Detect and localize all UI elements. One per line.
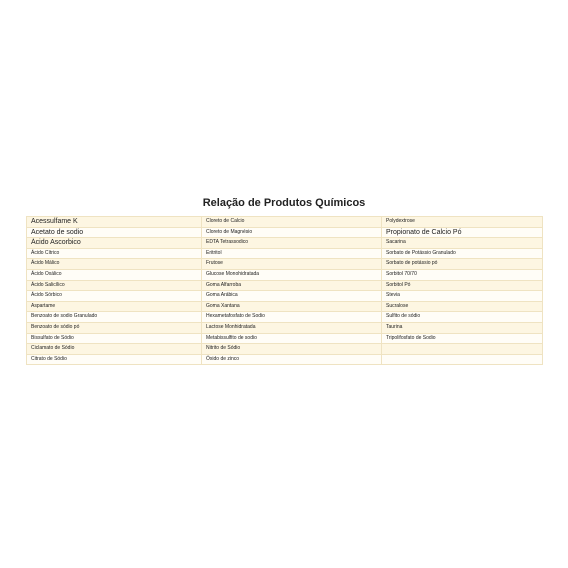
- table-cell: Polydextrose: [382, 217, 543, 228]
- table-cell: Propionato de Calcio Pó: [382, 227, 543, 238]
- table-row: [27, 301, 543, 312]
- table-cell: Hexametafosfato de Sodio: [202, 312, 382, 323]
- table-cell: [382, 344, 543, 355]
- table-cell: Ácido Málico: [27, 259, 202, 270]
- table-cell: Sorbato de potássio pó: [382, 259, 543, 270]
- table-cell: Ácido Sórbico: [27, 291, 202, 302]
- table-cell: Sulfito de sódio: [382, 312, 543, 323]
- table-cell: Taurina: [382, 322, 543, 333]
- table-cell: Sucralose: [382, 301, 543, 312]
- table-cell: Óxido de zinco: [202, 354, 382, 365]
- products-table: [26, 216, 543, 365]
- table-cell: Ácido Salicílico: [27, 280, 202, 291]
- table-row: [27, 217, 543, 228]
- table-row: [27, 322, 543, 333]
- table-cell: Benzoato de sodio Granulado: [27, 312, 202, 323]
- table-cell: Tripolifosfato de Sodio: [382, 333, 543, 344]
- table-row: [27, 344, 543, 355]
- table-cell: Sacarina: [382, 238, 543, 249]
- table-row: [27, 238, 543, 249]
- table-cell: Goma Alfarroba: [202, 280, 382, 291]
- table-cell: Bissulfato de Sódio: [27, 333, 202, 344]
- table-row: [27, 269, 543, 280]
- table-cell: Nitrito de Sódio: [202, 344, 382, 355]
- table-cell: Goma Arábica: [202, 291, 382, 302]
- table-row: [27, 248, 543, 259]
- table-row: [27, 312, 543, 323]
- table-cell: Ácido Cítrico: [27, 248, 202, 259]
- table-cell: Stevia: [382, 291, 543, 302]
- table-cell: Sorbitol Pó: [382, 280, 543, 291]
- table-cell: EDTA Tetrassodico: [202, 238, 382, 249]
- table-cell: Cloreto de Magnésio: [202, 227, 382, 238]
- table-cell: [382, 354, 543, 365]
- page-title: Relação de Produtos Químicos: [202, 197, 366, 209]
- table-cell: Frutose: [202, 259, 382, 270]
- table-row: [27, 259, 543, 270]
- table-row: [27, 280, 543, 291]
- table-cell: Sorbitol 70/70: [382, 269, 543, 280]
- table-cell: Glucose Monohidratada: [202, 269, 382, 280]
- table-cell: Sorbato de Potássio Granulado: [382, 248, 543, 259]
- table-cell: Ácido Ascorbico: [27, 238, 202, 249]
- table-cell: Acetato de sodio: [27, 227, 202, 238]
- table-row: [27, 333, 543, 344]
- table-cell: Acessulfame K: [27, 217, 202, 228]
- table-cell: Goma Xantana: [202, 301, 382, 312]
- table-cell: Cloreto de Calcio: [202, 217, 382, 228]
- table-cell: Lactose Monhidratada: [202, 322, 382, 333]
- table-row: [27, 354, 543, 365]
- table-cell: Citrato de Sódio: [27, 354, 202, 365]
- table-row: [27, 227, 543, 238]
- table-cell: Ácido Oxálico: [27, 269, 202, 280]
- table-cell: Aspartame: [27, 301, 202, 312]
- table-row: [27, 291, 543, 302]
- table-cell: Eritritol: [202, 248, 382, 259]
- table-cell: Metabissulfito de sodio: [202, 333, 382, 344]
- table-cell: Ciclamato de Sódio: [27, 344, 202, 355]
- table-cell: Benzoato de sódio pó: [27, 322, 202, 333]
